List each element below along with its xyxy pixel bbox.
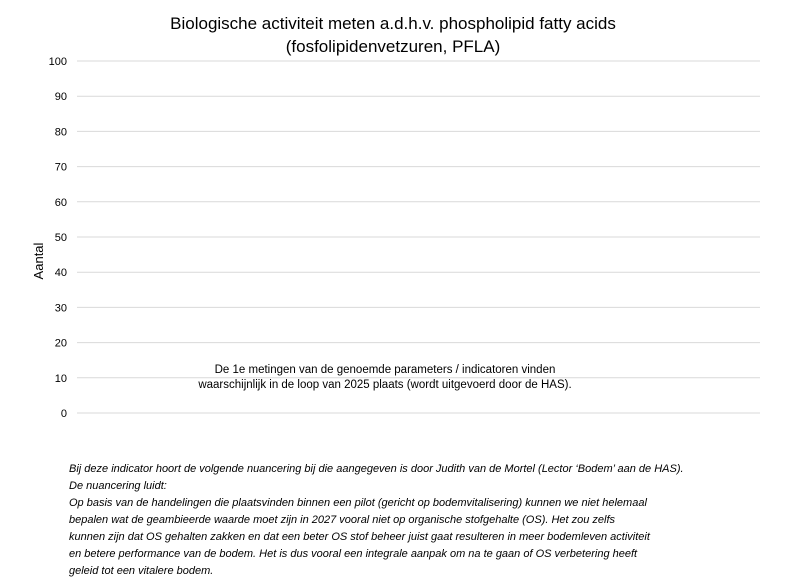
y-tick-label-90: 90 [54, 91, 67, 104]
footnote-line-5: kunnen zijn dat OS gehalten zakken en dat een beter OS stof beheer juist gaat resulteren in meer bodemleven activiteit [69, 531, 650, 543]
y-tick-label-60: 60 [54, 196, 67, 209]
footnote-line-6: en betere performance van de bodem. Het is dus vooral een integrale aanpak om na te gaan of OS verbetering heeft [69, 548, 638, 560]
chart-title-line-2: (fosfolipidenvetzuren, PFLA) [285, 37, 501, 56]
footnote [69, 461, 774, 580]
chart-gridlines [77, 61, 760, 413]
y-tick-label-70: 70 [54, 161, 67, 174]
footnote-line-3: Op basis van de handelingen die plaatsvinden binnen een pilot (gericht op bodemvitalisering) kunnen we niet helemaal [69, 497, 647, 509]
chart-annotation-line-1: De 1e metingen van de genoemde parameters / indicatoren vinden [214, 364, 556, 376]
footnote-line-7: geleid tot een vitalere bodem. [69, 565, 214, 577]
footnote-line-2: De nuancering luidt: [69, 480, 167, 492]
chart-annotation-line-2: waarschijnlijk in de loop van 2025 plaats (wordt uitgevoerd door de HAS). [198, 379, 572, 391]
footnote-line-4: bepalen wat de geambieerde waarde moet zijn in 2027 vooral niet op organische stofgehalte (OS). Het zou zelfs [69, 514, 616, 526]
y-tick-label-100: 100 [48, 56, 67, 68]
y-tick-label-80: 80 [54, 126, 67, 139]
y-tick-label-40: 40 [54, 267, 67, 280]
y-tick-label-30: 30 [54, 302, 67, 315]
y-axis-label: Aantal [31, 242, 46, 280]
y-tick-label-50: 50 [54, 232, 67, 244]
chart-title-line-1: Biologische activiteit meten a.d.h.v. phospholipid fatty acids [170, 14, 616, 33]
y-tick-label-0: 0 [60, 408, 67, 420]
y-tick-label-20: 20 [54, 337, 67, 350]
footnote-line-1: Bij deze indicator hoort de volgende nuancering bij die aangegeven is door Judith van de Mortel (Lector ‘Bodem’ aan de HAS). [69, 463, 684, 475]
y-tick-label-10: 10 [54, 372, 67, 385]
chart-y-tick-labels [49, 56, 67, 420]
chart-annotation [170, 363, 600, 393]
